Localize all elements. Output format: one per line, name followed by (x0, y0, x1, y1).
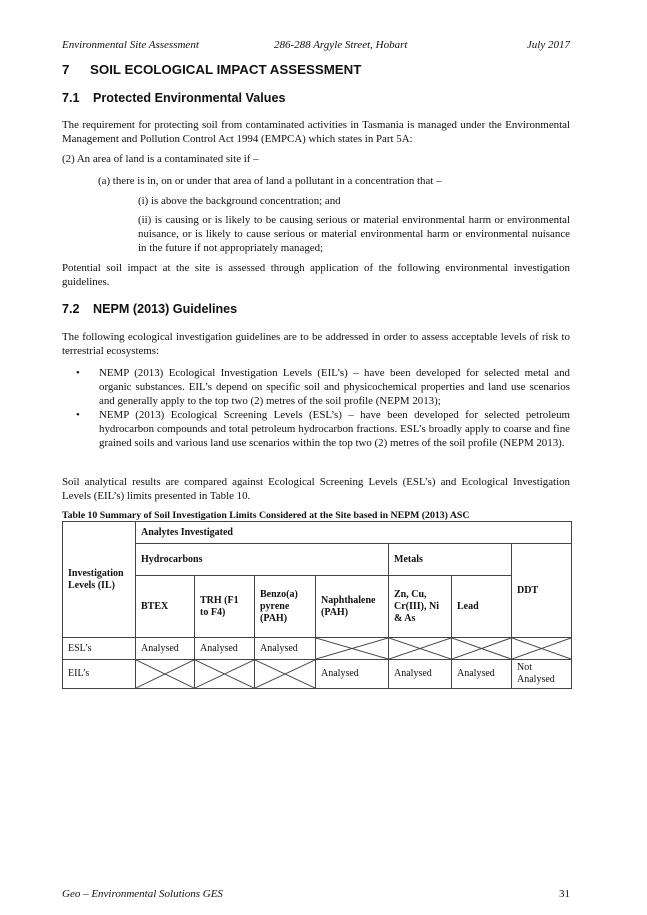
analytes-header: Analytes Investigated (136, 522, 572, 544)
paragraph: (ii) is causing or is likely to be causing serious or material environmental harm or environmental nuisance, or is likely to cause serious or material environmental harm or environmental nuisance in the future if not appropriately managed; (138, 214, 570, 254)
list-item (62, 408, 570, 450)
header-center: 286-288 Argyle Street, Hobart (274, 39, 408, 51)
hydrocarbons-header: Hydrocarbons (136, 544, 389, 576)
column-header: TRH (F1 to F4) (195, 576, 255, 638)
crossed-cell (136, 660, 195, 689)
section-title: SOIL ECOLOGICAL IMPACT ASSESSMENT (90, 62, 362, 77)
paragraph: Potential soil impact at the site is assessed through application of the following environmental investigation guidelines. (62, 262, 570, 288)
table-cell: Analysed (255, 638, 316, 660)
table-cell: Analysed (136, 638, 195, 660)
bullet-list (62, 366, 570, 450)
list-item-text: NEMP (2013) Ecological Investigation Levels (EIL’s) – have been developed for selected metal and organic substances. EIL’s depend on specific soil and physicochemical properties and land use scenarios and generally apply to the top two (2) metres of the soil profile (NEPM 2013); (99, 367, 570, 407)
table-cell: Not Analysed (512, 660, 572, 689)
header-left: Environmental Site Assessment (62, 39, 199, 51)
paragraph: (i) is above the background concentration; and (138, 195, 341, 207)
limits-table (62, 521, 572, 689)
subsection-heading-7-1 (62, 91, 285, 105)
column-header: BTEX (136, 576, 195, 638)
list-item-text: NEMP (2013) Ecological Screening Levels (ESL’s) – have been developed for selected petroleum hydrocarbon compounds and total petroleum hydrocarbon fractions. ESL’s broadly apply to coarse and fine grained soils and various land use scenarios within the top two (2) metres of the soil profile (NEPM 2013). (99, 409, 570, 449)
column-header: Naphthalene (PAH) (316, 576, 389, 638)
header-right: July 2017 (526, 39, 570, 51)
section-heading (62, 62, 361, 77)
section-number: 7 (62, 62, 70, 77)
bullet-icon: • (76, 409, 80, 421)
table-cell: Analysed (452, 660, 512, 689)
row-label: ESL’s (63, 638, 136, 660)
table-cell: Analysed (195, 638, 255, 660)
table-cell: Analysed (316, 660, 389, 689)
paragraph: (2) An area of land is a contaminated site if – (62, 153, 259, 165)
row-label: EIL’s (63, 660, 136, 689)
subsection-heading-7-2 (62, 302, 237, 316)
crossed-cell (512, 638, 572, 660)
paragraph: The following ecological investigation guidelines are to be addressed in order to assess acceptable levels of risk to terrestrial ecosystems: (62, 331, 570, 357)
table-caption: Table 10 Summary of Soil Investigation Limits Considered at the Site based in NEPM (2013) ASC (62, 510, 470, 521)
subsection-number: 7.1 (62, 91, 80, 105)
column-header: Benzo(a) pyrene (PAH) (255, 576, 316, 638)
paragraph: Soil analytical results are compared against Ecological Screening Levels (ESL’s) and Ecological Investigation Levels (EIL’s) limits presented in Table 10. (62, 476, 570, 502)
row-header: Investigation Levels (IL) (63, 522, 136, 638)
bullet-icon: • (76, 367, 80, 379)
crossed-cell (389, 638, 452, 660)
crossed-cell (255, 660, 316, 689)
subsection-number: 7.2 (62, 302, 80, 316)
table-row (63, 660, 572, 689)
crossed-cell (316, 638, 389, 660)
list-item (62, 366, 570, 408)
crossed-cell (195, 660, 255, 689)
subsection-title: Protected Environmental Values (93, 91, 286, 105)
column-header: Lead (452, 576, 512, 638)
page-footer (62, 888, 570, 900)
page-number: 31 (559, 888, 570, 900)
column-header: Zn, Cu, Cr(III), Ni & As (389, 576, 452, 638)
table-row (63, 638, 572, 660)
footer-left: Geo – Environmental Solutions GES (62, 888, 223, 900)
paragraph: (a) there is in, on or under that area of land a pollutant in a concentration that – (98, 175, 442, 187)
crossed-cell (452, 638, 512, 660)
subsection-title: NEPM (2013) Guidelines (93, 302, 238, 316)
paragraph: The requirement for protecting soil from contaminated activities in Tasmania is managed under the Environmental Management and Pollution Control Act 1994 (EMPCA) which states in Part 5A: (62, 119, 570, 145)
table-cell: Analysed (389, 660, 452, 689)
ddt-header: DDT (512, 544, 572, 638)
metals-header: Metals (389, 544, 512, 576)
